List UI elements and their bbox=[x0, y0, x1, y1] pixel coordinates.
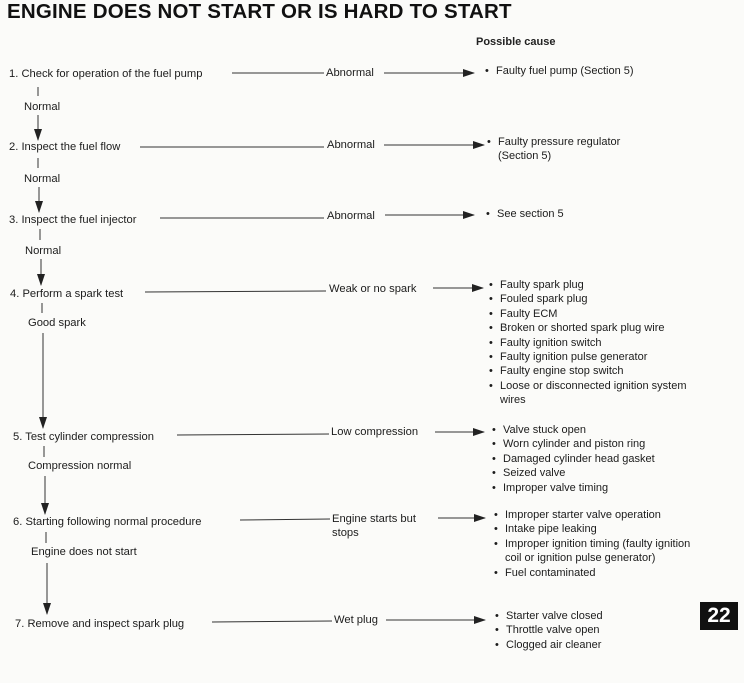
connector-line bbox=[240, 519, 330, 520]
section-page-tab: 22 bbox=[700, 602, 738, 630]
connector-line bbox=[145, 291, 326, 292]
cause-item: • Faulty ignition pulse generator bbox=[489, 350, 692, 364]
step-5-causes bbox=[492, 423, 655, 495]
step-5-label: 5. Test cylinder compression bbox=[13, 431, 154, 443]
step-3-causes bbox=[486, 207, 564, 221]
cause-item: • Faulty pressure regulator (Section 5) bbox=[487, 135, 647, 164]
cause-item: • Faulty engine stop switch bbox=[489, 364, 692, 378]
cause-item: • Improper ignition timing (faulty ignition coil or ignition pulse generator) bbox=[494, 537, 698, 566]
step-3-next: Normal bbox=[25, 245, 62, 257]
step-5-result: Low compression bbox=[331, 426, 419, 438]
cause-item: • Improper starter valve operation bbox=[494, 508, 698, 522]
step-1-label: 1. Check for operation of the fuel pump bbox=[9, 68, 203, 80]
step-6-next: Engine does not start bbox=[31, 546, 137, 558]
cause-item: • Valve stuck open bbox=[492, 423, 655, 437]
cause-item: • Loose or disconnected ignition system wires bbox=[489, 379, 692, 408]
cause-item: • Starter valve closed bbox=[495, 609, 603, 623]
step-2-result: Abnormal bbox=[327, 139, 375, 151]
step-2-next: Normal bbox=[24, 173, 61, 185]
step-3-label: 3. Inspect the fuel injector bbox=[9, 214, 137, 226]
step-4-label: 4. Perform a spark test bbox=[10, 288, 124, 300]
cause-item: • Clogged air cleaner bbox=[495, 638, 603, 652]
step-3-result: Abnormal bbox=[327, 210, 375, 222]
cause-item: • Damaged cylinder head gasket bbox=[492, 452, 655, 466]
cause-item: • Improper valve timing bbox=[492, 481, 655, 495]
cause-item: • Faulty fuel pump (Section 5) bbox=[485, 64, 634, 78]
step-4-causes bbox=[489, 278, 692, 408]
connector-line bbox=[177, 434, 330, 435]
cause-item: • Worn cylinder and piston ring bbox=[492, 437, 655, 451]
step-7-causes bbox=[495, 609, 603, 652]
step-4-next: Good spark bbox=[28, 317, 86, 329]
step-5-next: Compression normal bbox=[28, 460, 132, 472]
step-1-result: Abnormal bbox=[326, 67, 374, 79]
page-title: ENGINE DOES NOT START OR IS HARD TO START bbox=[7, 0, 512, 23]
step-1-next: Normal bbox=[24, 101, 61, 113]
step-2-label: 2. Inspect the fuel flow bbox=[9, 141, 121, 153]
step-2-causes bbox=[487, 135, 647, 164]
step-6-causes bbox=[494, 508, 698, 580]
step-6-result: Engine starts but stops bbox=[330, 512, 438, 540]
cause-item: • Faulty spark plug bbox=[489, 278, 692, 292]
step-1-causes bbox=[485, 64, 634, 78]
cause-item: • Faulty ECM bbox=[489, 307, 692, 321]
cause-item: • Fouled spark plug bbox=[489, 292, 692, 306]
step-4-result: Weak or no spark bbox=[329, 283, 417, 295]
cause-item: • Faulty ignition switch bbox=[489, 336, 692, 350]
cause-item: • See section 5 bbox=[486, 207, 564, 221]
possible-cause-header: Possible cause bbox=[476, 36, 556, 48]
step-7-label: 7. Remove and inspect spark plug bbox=[15, 618, 185, 630]
step-6-label: 6. Starting following normal procedure bbox=[13, 516, 202, 528]
step-7-result: Wet plug bbox=[334, 614, 378, 626]
connector-line bbox=[212, 621, 332, 622]
cause-item: • Throttle valve open bbox=[495, 623, 603, 637]
cause-item: • Broken or shorted spark plug wire bbox=[489, 321, 692, 335]
cause-item: • Seized valve bbox=[492, 466, 655, 480]
cause-item: • Intake pipe leaking bbox=[494, 522, 698, 536]
cause-item: • Fuel contaminated bbox=[494, 566, 698, 580]
